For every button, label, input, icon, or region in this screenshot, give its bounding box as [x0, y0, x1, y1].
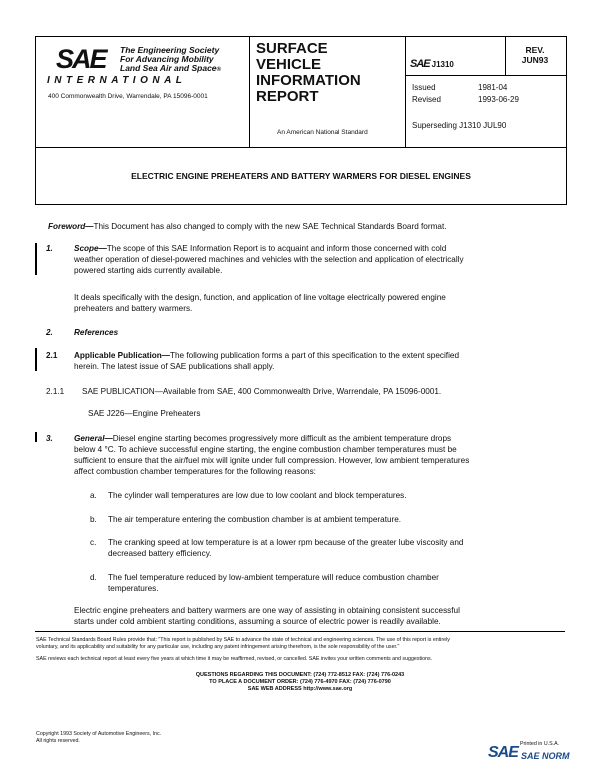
revised-label: Revised — [412, 95, 441, 104]
section-1-number: 1. — [46, 244, 53, 253]
superseding: Superseding J1310 JUL90 — [412, 121, 507, 130]
list-item-letter: c. — [90, 538, 97, 547]
list-item-letter: b. — [90, 515, 97, 524]
footer-rule — [35, 631, 565, 632]
header-divider — [405, 75, 566, 76]
section-2-heading: References — [74, 328, 119, 337]
sae-norm-logo-mark: SAE — [488, 744, 518, 761]
report-type: SURFACE VEHICLE INFORMATION REPORT — [256, 40, 361, 105]
printed-in: Printed in U.S.A. — [520, 741, 560, 747]
list-item-letter: d. — [90, 573, 97, 582]
list-item: The air temperature entering the combustion chamber is at ambient temperature. — [108, 515, 402, 524]
section-2-1-1: SAE PUBLICATION—Available from SAE, 400 Commonwealth Drive, Warrendale, PA 15096-0001. — [82, 387, 442, 396]
title-box — [35, 146, 567, 205]
contact-info: QUESTIONS REGARDING THIS DOCUMENT: (724) 772-8512 FAX: (724) 776-0243 TO PLACE A DOCUMENT ORDER: (724) 776-4970 FAX: (724) 776-0790 SAE WEB ADDRESS http://www.sae.org — [195, 672, 405, 692]
international-label: INTERNATIONAL — [47, 75, 187, 86]
list-item-letter: a. — [90, 491, 97, 500]
closing-paragraph: Electric engine preheaters and battery warmers are one way of assisting in obtaining consistent successful starts under cold ambient starting conditions, assuming a source of electric power is readily available. — [74, 606, 460, 626]
section-2-1: Applicable Publication—The following publication forms a part of this specification to the extent specified herein. The latest issue of SAE publications shall apply. — [74, 351, 459, 371]
american-national-standard: An American National Standard — [277, 129, 368, 136]
society-text: The Engineering Society For Advancing Mobility Land Sea Air and Space® — [120, 45, 221, 73]
list-item: The fuel temperature reduced by low-ambient temperature will reduce combustion chamber temperatures. — [108, 573, 439, 593]
section-2-1-number: 2.1 — [46, 351, 58, 360]
copyright: Copyright 1993 Society of Automotive Engineers, Inc. All rights reserved. — [36, 731, 162, 744]
section-3-number: 3. — [46, 434, 53, 443]
section-2-1-1-number: 2.1.1 — [46, 387, 65, 396]
sae-address: 400 Commonwealth Drive, Warrendale, PA 15096-0001 — [48, 93, 208, 100]
list-item: The cylinder wall temperatures are low due to low coolant and block temperatures. — [108, 491, 407, 500]
revised-date: 1993-06-29 — [478, 95, 519, 104]
list-item: The cranking speed at low temperature is at a lower rpm because of the greater lube viscosity and decreased battery efficiency. — [108, 538, 464, 558]
header-divider — [249, 37, 250, 147]
issued-label: Issued — [412, 83, 436, 92]
review-note: SAE reviews each technical report at least every five years at which time it may be reaffirmed, revised, or cancelled. SAE invites your written comments and suggestions. — [36, 656, 433, 662]
foreword: Foreword—This Document has also changed to comply with the new SAE Technical Standards Board format. — [48, 222, 447, 231]
change-bar — [35, 348, 37, 371]
document-number: SAE J1310 — [410, 58, 454, 70]
reference-j226: SAE J226—Engine Preheaters — [88, 409, 201, 418]
section-3-general: General—Diesel engine starting becomes progressively more difficult as the ambient temperature drops below 4 °C. To achieve successful engine starting, the engine combustion chamber temperatures must be sufficient to ensure that the air/fuel mix will ignite under full compression. However, low ambient temperatures affect combustion chamber temperatures for the following reasons: — [74, 434, 470, 476]
disclaimer: SAE Technical Standards Board Rules provide that: "This report is published by SAE to advance the state of technical and engineering sciences. The use of this report is entirely voluntary, and its applicability and suitability for any particular use, including any patent infringement arising therefrom, is the sole responsibility of the user." — [36, 637, 450, 650]
header-divider — [505, 37, 506, 75]
section-1-paragraph: It deals specifically with the design, function, and application of line voltage electrically powered engine preheaters and battery warmers. — [74, 293, 446, 313]
sae-logo: SAE — [56, 44, 106, 74]
revision-label: REV. JUN93 — [521, 45, 549, 65]
sae-norm-logo-text: SAE NORM — [521, 751, 570, 761]
change-bar — [35, 243, 37, 275]
issued-date: 1981-04 — [478, 83, 508, 92]
document-title: ELECTRIC ENGINE PREHEATERS AND BATTERY WARMERS FOR DIESEL ENGINES — [131, 171, 471, 181]
section-1-scope: Scope—The scope of this SAE Information Report is to acquaint and inform those concerned with cold weather operation of diesel-powered machines and vehicles with the selection and application of electrically powered starting aids currently available. — [74, 244, 464, 275]
header-divider — [405, 37, 406, 147]
section-2-number: 2. — [46, 328, 53, 337]
change-bar — [35, 432, 37, 442]
